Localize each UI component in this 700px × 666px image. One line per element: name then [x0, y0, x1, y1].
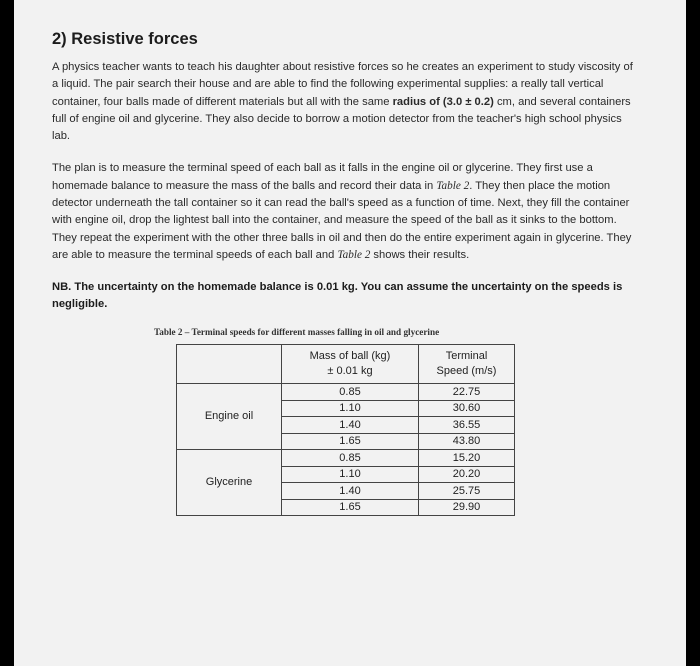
document-page [14, 0, 686, 666]
header-speed-line1: Terminal [445, 350, 488, 363]
group-label-glycerine: Glycerine [177, 450, 282, 516]
header-mass-line2: ± 0.01 kg [327, 365, 373, 378]
plan-text-2: . They then place the motion detector underneath the tall container so it can read the ball's speed as a function of time. Next, they fill the container with engine oil, drop the lightest ball into the container, and measure the speed of the ball as it sinks to the bottom. They repeat the experiment with the other three balls in oil and then do the entire experiment again in glycerine. They are able to measure the terminal speeds of each ball and [52, 179, 632, 261]
section-heading: 2) Resistive forces [52, 30, 198, 48]
mass-cell: 0.85 [282, 450, 419, 467]
header-speed [419, 345, 515, 384]
document-content [52, 30, 642, 516]
mass-cell: 1.65 [282, 433, 419, 450]
table-row [177, 384, 515, 401]
uncertainty-note: NB. The uncertainty on the homemade balance is 0.01 kg. You can assume the uncertainty on the speeds is negligible. [52, 281, 623, 311]
header-blank [177, 345, 282, 384]
header-mass-line1: Mass of ball (kg) [309, 350, 391, 363]
plan-text-1: The plan is to measure the terminal speed of each ball as it falls in the engine oil or glycerine. They first use a homemade balance to measure the mass of the balls and record their data in [52, 162, 593, 192]
mass-cell: 0.85 [282, 384, 419, 401]
mass-cell: 1.40 [282, 417, 419, 434]
speed-cell: 25.75 [419, 483, 515, 500]
speed-cell: 30.60 [419, 400, 515, 417]
plan-paragraph [52, 160, 642, 264]
intro-text-1: A physics teacher wants to teach his daughter about resistive forces so he creates an experiment to study viscosity of a liquid. The pair search their house and are able to find the following experimental supplies: a really tall vertical container, four balls made of different materials but all with the same [52, 61, 633, 108]
mass-cell: 1.65 [282, 499, 419, 516]
table-caption: Table 2 – Terminal speeds for different masses falling in oil and glycerine [154, 327, 440, 338]
header-speed-line2: Speed (m/s) [436, 365, 497, 378]
intro-paragraph [52, 59, 642, 145]
intro-text-2: cm, and several containers full of engine oil and glycerine. They also decide to borrow a motion detector from the teacher's high school physics lab. [52, 95, 631, 143]
header-mass [282, 345, 419, 384]
speed-cell: 22.75 [419, 384, 515, 401]
table-header-row [177, 345, 515, 384]
group-label-engine-oil: Engine oil [177, 384, 282, 450]
speed-cell: 29.90 [419, 499, 515, 516]
mass-cell: 1.10 [282, 466, 419, 483]
table-reference-1: Table 2 [436, 179, 470, 192]
radius-value: radius of (3.0 ± 0.2) [392, 95, 494, 108]
table-row [177, 450, 515, 467]
speed-cell: 20.20 [419, 466, 515, 483]
speed-cell: 43.80 [419, 433, 515, 450]
table-reference-2: Table 2 [337, 248, 371, 261]
mass-cell: 1.40 [282, 483, 419, 500]
plan-text-3: shows their results. [370, 248, 470, 261]
speed-cell: 36.55 [419, 417, 515, 434]
results-table [176, 344, 515, 516]
mass-cell: 1.10 [282, 400, 419, 417]
speed-cell: 15.20 [419, 450, 515, 467]
